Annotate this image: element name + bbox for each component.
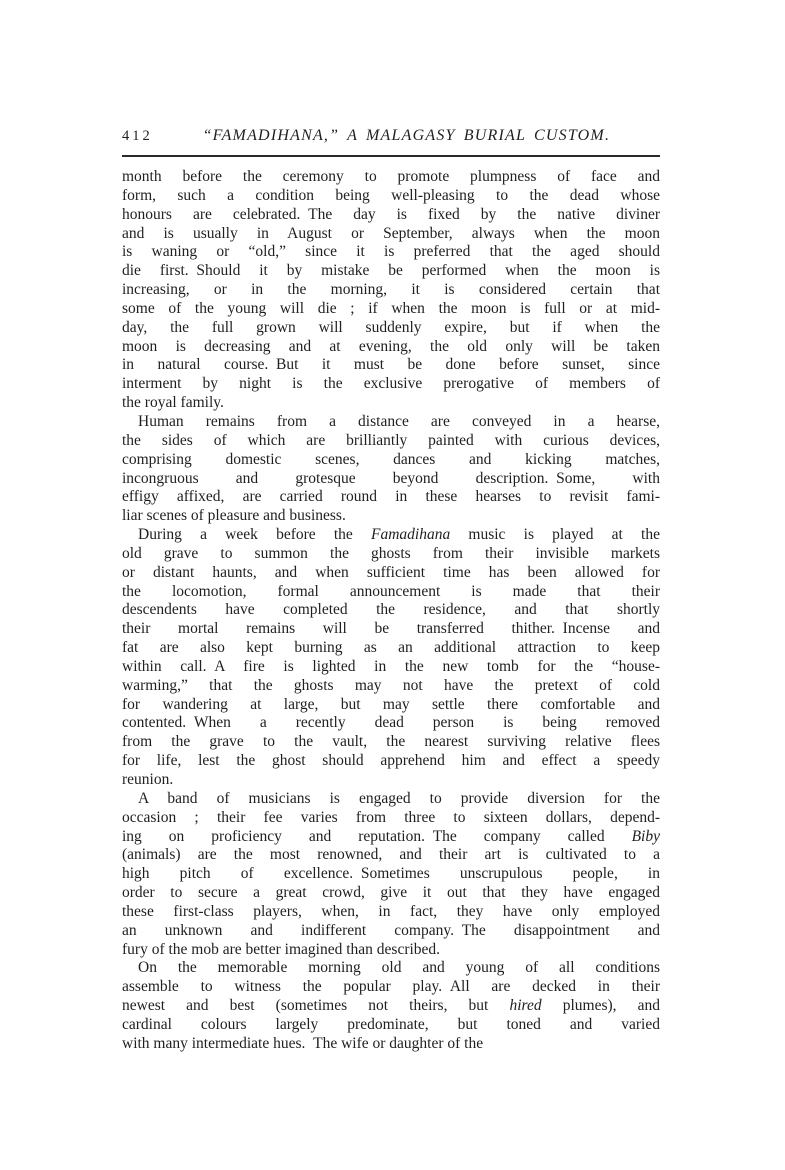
paragraph [122,413,660,526]
text-line [122,903,660,922]
text-segment: A band of musicians is engaged to provide diversion for the [138,789,660,807]
text-line [122,545,660,564]
text-segment: On the memorable morning old and young of all conditions [138,959,660,977]
text-line [122,225,660,244]
text-segment: these first-class players, when, in fact, they have only employed [122,902,660,920]
text-line [122,526,660,545]
text-segment: order to secure a great crowd, give it out that they have engaged [122,884,660,902]
text-line [122,1016,660,1035]
page-header [122,127,660,145]
text-line [122,677,660,696]
text-line [122,470,660,489]
text-line [122,206,660,225]
page-number: 412 [122,128,153,144]
text-segment: incongruous and grotesque beyond description. Some, with [122,469,660,487]
paragraph [122,168,660,413]
text-segment: fury of the mob are better imagined than described. [122,940,441,958]
text-segment: plumes), and [541,997,660,1015]
page-body [122,168,660,1054]
text-segment: interment by night is the exclusive prerogative of members of [122,375,660,393]
text-segment: occasion ; their fee varies from three to sixteen dollars, depend- [122,808,660,826]
text-line [122,884,660,903]
text-segment: effigy affixed, are carried round in these hearses to revisit fami- [122,488,660,506]
text-segment: contented. When a recently dead person is being removed [122,714,660,732]
text-line [122,658,660,677]
text-segment: high pitch of excellence. Sometimes unscrupulous people, in [122,865,660,883]
text-line [122,828,660,847]
text-segment: music is played at the [450,526,660,544]
text-line [122,583,660,602]
text-segment: the sides of which are brilliantly painted with curious devices, [122,431,660,449]
text-line [122,978,660,997]
text-line [122,168,660,187]
text-segment: for life, lest the ghost should apprehend him and effect a speedy [122,752,660,770]
text-segment: ing on proficiency and reputation. The company called [122,827,632,845]
text-line [122,394,660,413]
header-rule [122,155,660,157]
text-segment: the royal family. [122,394,224,412]
italic-text: Biby [631,827,660,845]
text-segment: the locomotion, formal announcement is made that their [122,582,660,600]
text-line [122,375,660,394]
text-line [122,601,660,620]
text-segment: newest and best (sometimes not theirs, but [122,997,510,1015]
text-segment: liar scenes of pleasure and business. [122,507,346,525]
text-segment: Human remains from a distance are conveyed in a hearse, [138,412,660,430]
text-line [122,432,660,451]
text-segment: day, the full grown will suddenly expire, but if when the [122,318,660,336]
paragraph [122,526,660,790]
text-line [122,281,660,300]
text-segment: During a week before the [138,526,371,544]
text-segment: form, such a condition being well-pleasing to the dead whose [122,186,660,204]
text-segment: in natural course. But it must be done before sunset, since [122,356,660,374]
text-segment: an unknown and indifferent company. The disappointment and [122,921,660,939]
text-line [122,752,660,771]
text-line [122,413,660,432]
text-line [122,488,660,507]
text-segment: die first. Should it by mistake be performed when the moon is [122,262,660,280]
text-line [122,451,660,470]
paragraph [122,790,660,960]
text-segment: month before the ceremony to promote plumpness of face and [122,168,660,185]
text-line [122,187,660,206]
text-segment: some of the young will die ; if when the moon is full or at mid- [122,299,660,317]
text-segment: warming,” that the ghosts may not have the pretext of cold [122,676,660,694]
running-title: “FAMADIHANA,” A MALAGASY BURIAL CUSTOM. [202,127,611,144]
text-segment: old grave to summon the ghosts from their invisible markets [122,544,660,562]
text-segment: descendents have completed the residence, and that shortly [122,601,660,619]
italic-text: Famadihana [371,526,451,544]
text-segment: within call. A fire is lighted in the new tomb for the “house- [122,657,660,675]
text-line [122,997,660,1016]
text-line [122,846,660,865]
text-line [122,243,660,262]
text-line [122,959,660,978]
text-segment: from the grave to the vault, the nearest surviving relative flees [122,733,660,751]
text-segment: for wandering at large, but may settle there comfortable and [122,695,660,713]
text-line [122,620,660,639]
text-line [122,639,660,658]
italic-text: hired [509,997,542,1015]
text-line [122,809,660,828]
text-line [122,507,660,526]
text-segment: is waning or “old,” since it is preferred that the aged should [122,243,660,261]
text-segment: and is usually in August or September, always when the moon [122,224,660,242]
text-line [122,922,660,941]
text-segment: their mortal remains will be transferred thither. Incense and [122,620,660,638]
text-line [122,790,660,809]
text-segment: moon is decreasing and at evening, the old only will be taken [122,337,660,355]
text-segment: increasing, or in the morning, it is considered certain that [122,281,660,299]
text-segment: fat are also kept burning as an additional attraction to keep [122,639,660,657]
text-line [122,771,660,790]
text-segment: reunion. [122,771,174,788]
text-line [122,714,660,733]
text-line [122,338,660,357]
text-segment: honours are celebrated. The day is fixed by the native diviner [122,205,660,223]
text-line [122,564,660,583]
text-line [122,356,660,375]
text-line [122,941,660,960]
text-line [122,262,660,281]
text-line [122,319,660,338]
text-segment: comprising domestic scenes, dances and kicking matches, [122,450,660,468]
text-segment: or distant haunts, and when sufficient time has been allowed for [122,563,660,581]
text-line [122,733,660,752]
text-line [122,1035,660,1054]
text-segment: cardinal colours largely predominate, but toned and varied [122,1015,660,1033]
text-segment: (animals) are the most renowned, and their art is cultivated to a [122,846,660,864]
text-line [122,696,660,715]
text-line [122,865,660,884]
paragraph [122,959,660,1053]
text-segment: assemble to witness the popular play. All are decked in their [122,978,660,996]
text-line [122,300,660,319]
text-segment: with many intermediate hues. The wife or daughter of the [122,1034,484,1052]
